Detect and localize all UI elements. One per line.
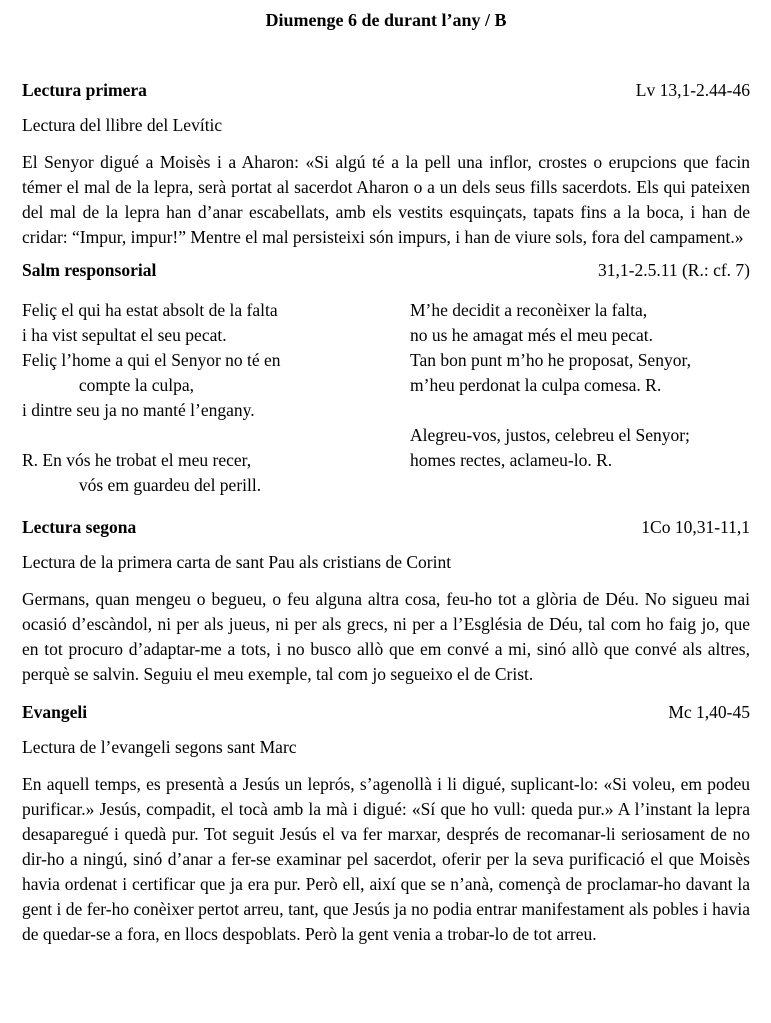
psalm-line: vós em guardeu del perill.	[22, 475, 262, 495]
psalm-line: homes rectes, aclameu-lo. R.	[410, 450, 613, 470]
gospel-source: Lectura de l’evangeli segons sant Marc	[22, 737, 297, 757]
psalm-line: i ha vist sepultat el seu pecat.	[22, 325, 227, 345]
psalm-header	[22, 258, 750, 283]
first-reading-reference: Lv 13,1-2.44-46	[635, 80, 750, 100]
psalm-line	[22, 423, 410, 448]
second-reading-body: Germans, quan mengeu o begueu, o feu alguna altra cosa, feu-ho tot a glòria de Déu. No sigueu mai ocasió d’escàndol, ni per als jueus, ni per als grecs, ni per a l’Església de Déu, tal com ho faig jo, que en tot procuro d’adaptar-me a tots, i no busco allò que em convé a mi, sinó allò que convé als altres, perquè se salvin. Seguiu el meu exemple, tal com jo segueixo el de Crist.	[22, 589, 750, 684]
psalm-line: Tan bon punt m’ho he proposat, Senyor,	[410, 350, 691, 370]
first-reading-body: El Senyor digué a Moisès i a Aharon: «Si algú té a la pell una inflor, crostes o erupcions que facin témer el mal de la lepra, serà portat al sacerdot Aharon o a un dels seus fills sacerdots. Els qui pateixen del mal de la lepra han d’anar escabellats, amb els vestits esquinçats, tapats fins a la boca, i han de cridar: “Impur, impur!” Mentre el mal persisteixi són impurs, i han de viure sols, fora del campament.»	[22, 152, 750, 247]
first-reading-header	[22, 78, 750, 103]
gospel-header	[22, 700, 750, 725]
psalm-heading: Salm responsorial	[22, 260, 157, 280]
second-reading-header	[22, 515, 750, 540]
second-reading-source: Lectura de la primera carta de sant Pau als cristians de Corint	[22, 552, 452, 572]
psalm-line: Feliç el qui ha estat absolt de la falta	[22, 300, 278, 320]
document-title: Diumenge 6 de durant l’any / B	[265, 10, 507, 30]
psalm-line: Alegreu-vos, justos, celebreu el Senyor;	[410, 425, 690, 445]
psalm-line: no us he amagat més el meu pecat.	[410, 325, 653, 345]
second-reading-reference: 1Co 10,31-11,1	[641, 517, 750, 537]
psalm-left-column	[22, 298, 410, 498]
psalm-right-column	[410, 298, 750, 498]
psalm-line: R. En vós he trobat el meu recer,	[22, 450, 252, 470]
first-reading-source: Lectura del llibre del Levític	[22, 115, 223, 135]
second-reading-heading: Lectura segona	[22, 517, 137, 537]
first-reading-heading: Lectura primera	[22, 80, 147, 100]
psalm-line: i dintre seu ja no manté l’engany.	[22, 400, 255, 420]
gospel-reference: Mc 1,40-45	[668, 702, 750, 722]
psalm-line	[410, 398, 750, 423]
psalm-line: M’he decidit a reconèixer la falta,	[410, 300, 648, 320]
gospel-body: En aquell temps, es presentà a Jesús un leprós, s’agenollà i li digué, suplicant-lo: «Si voleu, em podeu purificar.» Jesús, compadit, el tocà amb la mà i digué: «Sí que ho vull: queda pur.» A l’instant la lepra desaparegué i quedà pur. Tot seguit Jesús el va fer marxar, després de recomanar-li seriosament de no dir-ho a ningú, sinó d’anar a fer-se examinar pel sacerdot, oferir per la seva purificació el que Moisès havia ordenat i certificar que ja era pur. Però ell, així que se n’anà, començà de proclamar-ho davant la gent i de fer-ho conèixer pertot arreu, tant, que Jesús ja no podia entrar manifestament als pobles i havia de quedar-se a fora, en llocs despoblats. Però la gent venia a trobar-lo de tot arreu.	[22, 774, 750, 944]
psalm-line: m’heu perdonat la culpa comesa. R.	[410, 375, 662, 395]
psalm-line: Feliç l’home a qui el Senyor no té en	[22, 350, 281, 370]
psalm-reference: 31,1-2.5.11 (R.: cf. 7)	[598, 260, 750, 280]
psalm-line: compte la culpa,	[22, 375, 195, 395]
gospel-heading: Evangeli	[22, 702, 88, 722]
psalm-columns	[22, 298, 750, 498]
